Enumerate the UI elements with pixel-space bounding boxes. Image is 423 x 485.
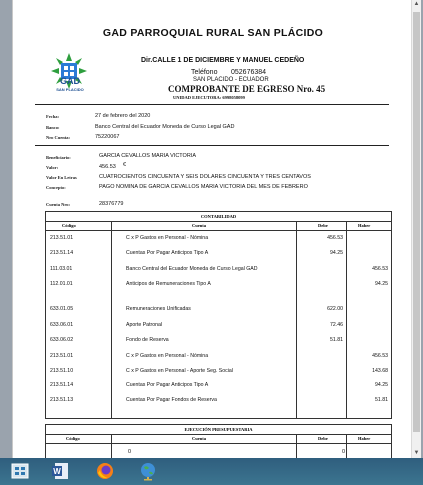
cell-cuenta: Banco Central del Ecuador Moneda de Curso Legal GAD bbox=[126, 266, 258, 272]
table-row bbox=[46, 322, 391, 333]
phone-value: 052676384 bbox=[231, 69, 267, 76]
cell-codigo: 213.51.10 bbox=[50, 368, 74, 374]
table-row bbox=[46, 266, 391, 277]
col-codigo: Código bbox=[66, 436, 80, 441]
cuenta-nro-value: 28376779 bbox=[99, 201, 124, 207]
concepto-value: PAGO NOMINA DE GARCIA CEVALLOS MARIA VICTORIA DEL MES DE FEBRERO bbox=[99, 184, 308, 190]
cell-haber: 143.68 bbox=[372, 368, 388, 374]
presupuesto-table bbox=[45, 424, 392, 458]
divider bbox=[35, 145, 389, 146]
cell-cuenta: C x P Gastos en Personal - Aporte Seg. Social bbox=[126, 368, 233, 374]
col-cuenta: Cuenta bbox=[192, 436, 207, 441]
col-codigo: Código bbox=[62, 223, 76, 228]
contabilidad-title: CONTABILIDAD bbox=[200, 214, 237, 219]
col-haber: Haber bbox=[358, 436, 371, 441]
col-cuenta: Cuenta bbox=[192, 223, 207, 228]
cell-haber: 94.25 bbox=[375, 281, 388, 287]
cell-haber: 51.81 bbox=[375, 397, 388, 403]
table-row bbox=[46, 382, 391, 393]
cell-cuenta: Remuneraciones Unificadas bbox=[126, 306, 191, 312]
presupuesto-value: 0 bbox=[342, 449, 346, 455]
cell-debe: 622.00 bbox=[327, 306, 343, 312]
city: SAN PLACIDO - ECUADOR bbox=[193, 77, 269, 83]
table-row bbox=[46, 368, 391, 379]
cell-codigo: 633.06.02 bbox=[50, 337, 74, 343]
phone-label: Teléfono bbox=[191, 69, 218, 76]
taskbar bbox=[0, 458, 423, 485]
cell-debe: 72.46 bbox=[330, 322, 343, 328]
logo-text: GAD bbox=[60, 76, 80, 86]
table-row bbox=[46, 235, 391, 246]
unidad-ejecutora: UNIDAD EJECUTORA: 6998058099 bbox=[173, 95, 245, 100]
cell-codigo: 213.51.14 bbox=[50, 250, 74, 256]
word-icon[interactable] bbox=[50, 461, 70, 481]
valor-label: Valor: bbox=[46, 165, 59, 170]
windows-start-icon[interactable] bbox=[10, 461, 30, 481]
col-haber: Haber bbox=[358, 223, 371, 228]
fecha-label: Fecha: bbox=[46, 114, 59, 119]
concepto-label: Concepto: bbox=[46, 185, 66, 190]
scroll-down-icon[interactable]: ▼ bbox=[413, 450, 420, 456]
table-row bbox=[46, 281, 391, 292]
globe-icon[interactable] bbox=[138, 461, 158, 481]
fecha-value: 27 de febrero del 2020 bbox=[95, 113, 151, 119]
col-debe: Debe bbox=[318, 436, 328, 441]
cell-haber: 456.53 bbox=[372, 266, 388, 272]
cell-cuenta: Cuentas Por Pagar Anticipos Tipo A bbox=[126, 382, 209, 388]
cell-codigo: 213.51.01 bbox=[50, 235, 74, 241]
scroll-thumb[interactable] bbox=[413, 12, 420, 432]
contabilidad-table bbox=[45, 211, 392, 419]
cuenta-nro-label: Cuenta Nro: bbox=[46, 202, 71, 207]
comprobante-title: COMPROBANTE DE EGRESO Nro. 45 bbox=[168, 84, 326, 94]
banco-label: Banco: bbox=[46, 125, 60, 130]
vertical-scrollbar[interactable] bbox=[411, 0, 421, 458]
cell-codigo: 633.06.01 bbox=[50, 322, 74, 328]
cell-debe: 51.81 bbox=[330, 337, 343, 343]
cell-codigo: 213.51.01 bbox=[50, 353, 74, 359]
cell-codigo: 633.01.05 bbox=[50, 306, 74, 312]
presupuesto-value: 0 bbox=[128, 449, 132, 455]
cell-cuenta: Aporte Patronal bbox=[126, 322, 163, 328]
cell-cuenta: Fondo de Reserva bbox=[126, 337, 169, 343]
firefox-icon[interactable] bbox=[95, 461, 115, 481]
table-row bbox=[46, 353, 391, 364]
table-row bbox=[46, 337, 391, 348]
table-row bbox=[46, 250, 391, 261]
beneficiario-label: Beneficiario: bbox=[46, 155, 71, 160]
page-title: GAD PARROQUIAL RURAL SAN PLÁCIDO bbox=[102, 27, 324, 39]
cell-codigo: 111.03.01 bbox=[50, 266, 73, 272]
logo-subtext: SAN PLACIDO bbox=[56, 87, 84, 92]
cell-debe: 456.53 bbox=[327, 235, 343, 241]
cell-cuenta: Cuentas Por Pagar Anticipos Tipo A bbox=[126, 250, 209, 256]
letras-label: Valor En Letras bbox=[46, 175, 77, 180]
divider bbox=[35, 104, 389, 105]
svg-text:W: W bbox=[53, 467, 61, 476]
beneficiario-value: GARCIA CEVALLOS MARIA VICTORIA bbox=[99, 153, 196, 159]
cell-codigo: 112.01.01 bbox=[50, 281, 73, 287]
cell-debe: 94.25 bbox=[330, 250, 343, 256]
letras-value: CUATROCIENTOS CINCUENTA Y SEIS DOLARES CINCUENTA Y TRES CENTAVOS bbox=[99, 174, 311, 180]
cell-haber: 94.25 bbox=[375, 382, 388, 388]
cell-cuenta: C x P Gastos en Personal - Nómina bbox=[126, 353, 209, 359]
presupuesto-title: EJECUCIÓN PRESUPUESTARIA bbox=[184, 427, 253, 432]
cell-codigo: 213.51.14 bbox=[50, 382, 74, 388]
table-row bbox=[46, 397, 391, 408]
cell-cuenta: Cuentas Por Pagar Fondos de Reserva bbox=[126, 397, 217, 403]
cell-cuenta: Anticipos de Remuneraciones Tipo A bbox=[126, 281, 211, 287]
scroll-up-icon[interactable]: ▲ bbox=[413, 1, 420, 7]
cuenta-value: 75220067 bbox=[95, 134, 120, 140]
col-debe: Debe bbox=[318, 223, 328, 228]
table-row bbox=[46, 306, 391, 317]
address: Dir.CALLE 1 DE DICIEMBRE Y MANUEL CEDEÑO bbox=[141, 57, 305, 64]
cell-cuenta: C x P Gastos en Personal - Nómina bbox=[126, 235, 209, 241]
cell-codigo: 213.51.13 bbox=[50, 397, 74, 403]
currency-symbol: € bbox=[123, 162, 127, 168]
document-page bbox=[12, 0, 414, 458]
banco-value: Banco Central del Ecuador Moneda de Curso Legal GAD bbox=[95, 124, 235, 130]
cuenta-label: Nro Cuenta: bbox=[46, 135, 71, 140]
cell-haber: 456.53 bbox=[372, 353, 388, 359]
valor-value: 456.53 bbox=[99, 164, 116, 170]
